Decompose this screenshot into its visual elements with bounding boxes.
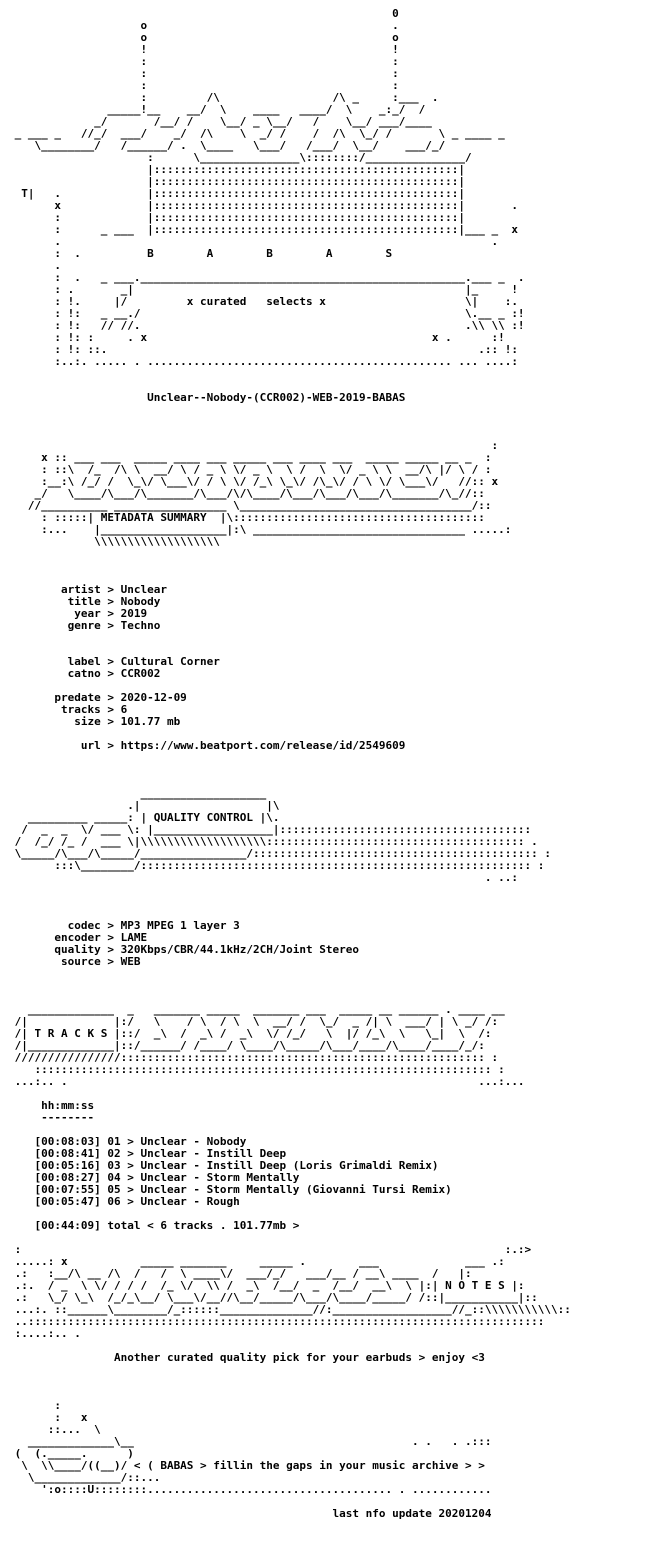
nfo-line: : !: ::. .:: !: xyxy=(8,343,518,356)
nfo-line: .:. / _ \ \/ / / / /_ \/ \\ / _\ /__/ _ /__/ __\ \ |:| N O T E S |: xyxy=(8,1279,525,1292)
nfo-line: \_____________/::... xyxy=(8,1471,161,1484)
nfo-line: : x xyxy=(8,1411,88,1424)
nfo-line: : |::::::::::::::::::::::::::::::::::::::::::::::| xyxy=(8,211,465,224)
nfo-line: Another curated quality pick for your earbuds > enjoy <3 xyxy=(8,1351,485,1364)
nfo-line: _____________\__ . . . .::: xyxy=(8,1435,492,1448)
nfo-line: url > https://www.beatport.com/release/id/2549609 xyxy=(8,739,406,752)
nfo-line: _/ \____/\___/\_______/\___/\/\____/\___/\___/\___/\_______/\_//:: xyxy=(8,487,485,500)
nfo-line: Unclear--Nobody-(CCR002)-WEB-2019-BABAS xyxy=(8,391,406,404)
nfo-line: |::::::::::::::::::::::::::::::::::::::::::::::| xyxy=(8,175,465,188)
nfo-line: ! ! xyxy=(8,43,399,56)
nfo-line: [00:08:03] 01 > Unclear - Nobody xyxy=(8,1135,247,1148)
nfo-line: [00:05:16] 03 > Unclear - Instill Deep (Loris Grimaldi Remix) xyxy=(8,1159,439,1172)
nfo-line: : : xyxy=(8,67,399,80)
nfo-line: 0 xyxy=(8,7,399,20)
nfo-line: : . B A B A S xyxy=(8,247,393,260)
nfo-line: . . xyxy=(8,235,499,248)
nfo-line: [00:44:09] total < 6 tracks . 101.77mb > xyxy=(8,1219,300,1232)
nfo-line: : :.:> xyxy=(8,1243,532,1256)
nfo-line: quality > 320Kbps/CBR/44.1kHz/2CH/Joint Stereo xyxy=(8,943,359,956)
nfo-line: x :: ___ ___ _____ ____ ___ _____ ___ ____ ___ _____ _____ __ _ : xyxy=(8,451,492,464)
nfo-line: /|_____________|::/______/ /____/ \____/\_____/\___/____/\____/____/_/: xyxy=(8,1039,485,1052)
nfo-line: _________ _____: | QUALITY CONTROL |\. xyxy=(8,811,280,824)
nfo-line: size > 101.77 mb xyxy=(8,715,181,728)
nfo-line: codec > MP3 MPEG 1 layer 3 xyxy=(8,919,240,932)
nfo-line: year > 2019 xyxy=(8,607,148,620)
nfo-line: ..:::::::::::::::::::::::::::::::::::::::::::::::::::::::::::::::::::::::::::::: xyxy=(8,1315,545,1328)
nfo-line: _ ___ _ //_/ ___/ _/ /\ \ _/ / / /\ \_/ / \ _ ____ _ xyxy=(8,127,505,140)
nfo-line: ( (._____. ) xyxy=(8,1447,134,1460)
nfo-line: \\\\\\\\\\\\\\\\\\\ xyxy=(8,535,220,548)
nfo-line: \_____/\___/\_____/________________/::::::::::::::::::::::::::::::::::::::::::: : xyxy=(8,847,552,860)
nfo-line: :....:.. . xyxy=(8,1327,81,1340)
nfo-line: .: \_/ \_\ /_/_\__/ \___\/__//\__/_____/\___/\____/_____/ /::|___________|:: xyxy=(8,1291,538,1304)
nfo-line: .| |\ xyxy=(8,799,280,812)
nfo-line: /| |:/ \ / \ / \ \ __/ / \_/ _ /| \ ___/ | \ _/ /: xyxy=(8,1015,499,1028)
nfo-line: x |::::::::::::::::::::::::::::::::::::::::::::::| . xyxy=(8,199,518,212)
nfo-line: encoder > LAME xyxy=(8,931,148,944)
nfo-line: .: :__/\ __ /\ / / \ ____\/ ___/_/ ___/__ / __\ ____ / |: xyxy=(8,1267,472,1280)
nfo-line: ////////////////::::::::::::::::::::::::::::::::::::::::::::::::::::::: : xyxy=(8,1051,499,1064)
nfo-line: last nfo update 20201204 xyxy=(8,1507,492,1520)
nfo-line: catno > CCR002 xyxy=(8,667,161,680)
nfo-line: :::\________/::::::::::::::::::::::::::::::::::::::::::::::::::::::::::: : xyxy=(8,859,545,872)
nfo-line: _____!__ __/ \ ____ ____/ \ _:_/ / xyxy=(8,103,426,116)
nfo-line: o o xyxy=(8,31,399,44)
nfo-line: ::... \ xyxy=(8,1423,101,1436)
nfo-line: genre > Techno xyxy=(8,619,161,632)
nfo-line: _____________ _ _______ _____ _______ ___ _____ __ ______ . ____ __ xyxy=(8,1003,505,1016)
nfo-line: \________/ /______/ . \____ \___/ /___/ \__/ ___/_/ xyxy=(8,139,446,152)
nfo-line: predate > 2020-12-09 xyxy=(8,691,187,704)
nfo-line: title > Nobody xyxy=(8,595,161,608)
nfo-line: //__________ _________________ \___________________________________/:: xyxy=(8,499,492,512)
nfo-line: / _ _ \/ ___ \: |__________________|:::::::::::::::::::::::::::::::::::::: xyxy=(8,823,532,836)
nfo-line: . xyxy=(8,259,61,272)
nfo-line: \ \\____/((__)/ < ( BABAS > fillin the gaps in your music archive > > xyxy=(8,1459,485,1472)
nfo-line: : . _| |_ ! xyxy=(8,283,518,296)
nfo-line: : xyxy=(8,439,499,452)
nfo-line: :..:. ..... . .............................................. ... ....: xyxy=(8,355,518,368)
nfo-line: label > Cultural Corner xyxy=(8,655,220,668)
nfo-line: ::::::::::::::::::::::::::::::::::::::::::::::::::::::::::::::::::::: : xyxy=(8,1063,505,1076)
nfo-line: : !. |/ x curated selects x \| :. xyxy=(8,295,518,308)
nfo-line: : _ ___ |::::::::::::::::::::::::::::::::::::::::::::::|___ _ x xyxy=(8,223,518,236)
nfo-line: ':o::::U::::::::..................................... . ............ xyxy=(8,1483,492,1496)
nfo-line: : !: // //. .\\ \\ :! xyxy=(8,319,525,332)
nfo-line: /| T R A C K S |::/ _\ / _\ / _\ \/ /_/ \ |/ /_\ \ \_| \ /: xyxy=(8,1027,492,1040)
nfo-line: ...:. ::______\________/_::::::______________//:__________________//_::\\\\\\\\\\\:: xyxy=(8,1303,571,1316)
nfo-line: : /\ /\ _ :___ . xyxy=(8,91,439,104)
nfo-line: o . xyxy=(8,19,399,32)
nfo-line: [00:05:47] 06 > Unclear - Rough xyxy=(8,1195,240,1208)
nfo-line: : xyxy=(8,1399,61,1412)
nfo-line: : ::\ /_ /\ \ __/ \ / _ \ \/ _ \ \ / \ \/ _ \ \ __/\ |/ \ / : xyxy=(8,463,492,476)
nfo-line: -------- xyxy=(8,1111,95,1124)
nfo-line: ...:.. . ...:... xyxy=(8,1075,525,1088)
nfo-line: : . _ ___._________________________________________________.___ _ . xyxy=(8,271,525,284)
nfo-line: :... |___________________|:\ ________________________________ .....: xyxy=(8,523,512,536)
nfo-line: [00:08:27] 04 > Unclear - Storm Mentally xyxy=(8,1171,300,1184)
nfo-line: tracks > 6 xyxy=(8,703,128,716)
nfo-line: _/ /__/ / \__/ _ \__/ / \__/ ___/____ xyxy=(8,115,432,128)
nfo-line: : :::::| METADATA SUMMARY |\:::::::::::::::::::::::::::::::::::::: xyxy=(8,511,485,524)
nfo-line: : \_______________\::::::::/_______________/ xyxy=(8,151,472,164)
nfo-line: :__:\ /_/ / \_\/ \___\/ / \ \/ /_\ \_\/ /\_\/ / \ \/ \___\/ //:: x xyxy=(8,475,499,488)
nfo-line: [00:07:55] 05 > Unclear - Storm Mentally (Giovanni Tursi Remix) xyxy=(8,1183,452,1196)
nfo-line: : : xyxy=(8,55,399,68)
nfo-line: hh:mm:ss xyxy=(8,1099,95,1112)
nfo-line: : !: : . x x . :! xyxy=(8,331,505,344)
nfo-line: ___________________ xyxy=(8,787,267,800)
nfo-line: artist > Unclear xyxy=(8,583,167,596)
nfo-line: : !: _ __./ \.__ _ :! xyxy=(8,307,525,320)
nfo-line: T| . |::::::::::::::::::::::::::::::::::::::::::::::| xyxy=(8,187,465,200)
nfo-line: / /_/ /_ / ___ \|\\\\\\\\\\\\\\\\\\\::::::::::::::::::::::::::::::::::::::: . xyxy=(8,835,538,848)
nfo-line: .....: x _____ _______ _____ . ___ ___ .: xyxy=(8,1255,505,1268)
nfo-line: : : xyxy=(8,79,399,92)
nfo-line: . ..: xyxy=(8,871,518,884)
nfo-line: [00:08:41] 02 > Unclear - Instill Deep xyxy=(8,1147,287,1160)
nfo-line: |::::::::::::::::::::::::::::::::::::::::::::::| xyxy=(8,163,465,176)
nfo-line: source > WEB xyxy=(8,955,141,968)
